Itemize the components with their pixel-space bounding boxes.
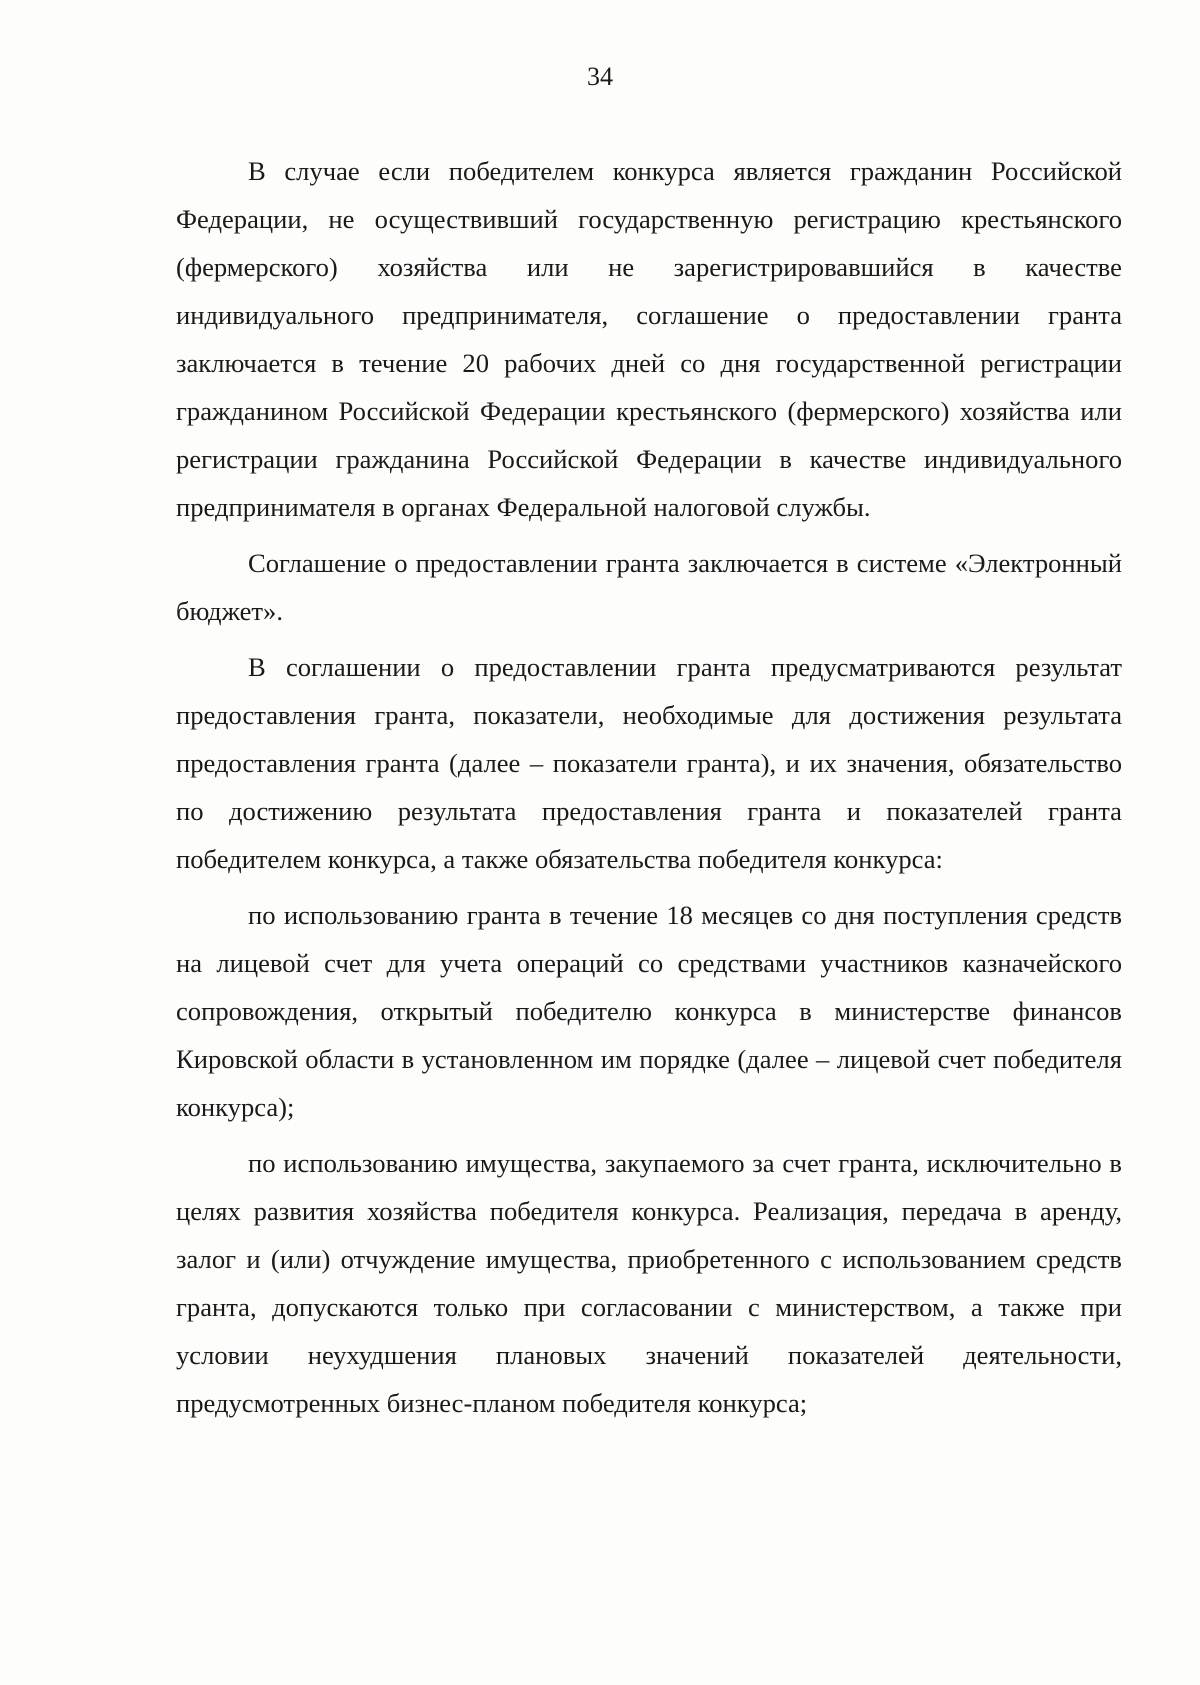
paragraph-grant-agreement-deadline: В случае если победителем конкурса является гражданин Российской Федерации, не осуществивший государственную регистрацию крестьянского (фермерского) хозяйства или не зарегистрировавшийся в качестве индивидуального предпринимателя, соглашение о предоставлении гранта заключается в течение 20 рабочих дней со дня государственной регистрации гражданином Российской Федерации крестьянского (фермерского) хозяйства или регистрации гражданина Российской Федерации в качестве индивидуального предпринимателя в органах Федеральной налоговой службы. [176, 156, 1122, 522]
paragraph-electronic-budget: Соглашение о предоставлении гранта заключается в системе «Электронный бюджет». [176, 548, 1122, 626]
document-body [176, 147, 1122, 1427]
paragraph-property-usage: по использованию имущества, закупаемого за счет гранта, исключительно в целях развития хозяйства победителя конкурса. Реализация, передача в аренду, залог и (или) отчуждение имущества, приобретенного с использованием средств гранта, допускаются только при согласовании с министерством, а также при условии неухудшения плановых значений показателей деятельности, предусмотренных бизнес-планом победителя конкурса; [176, 1148, 1122, 1418]
paragraph-agreement-contents: В соглашении о предоставлении гранта предусматриваются результат предоставления гранта, показатели, необходимые для достижения результата предоставления гранта (далее – показатели гранта), и их значения, обязательство по достижению результата предоставления гранта и показателей гранта победителем конкурса, а также обязательства победителя конкурса: [176, 652, 1122, 874]
page-number: 34 [587, 62, 613, 91]
paragraph-grant-usage-term: по использованию гранта в течение 18 месяцев со дня поступления средств на лицевой счет для учета операций со средствами участников казначейского сопровождения, открытый победителю конкурса в министерстве финансов Кировской области в установленном им порядке (далее – лицевой счет победителя конкурса); [176, 900, 1122, 1122]
